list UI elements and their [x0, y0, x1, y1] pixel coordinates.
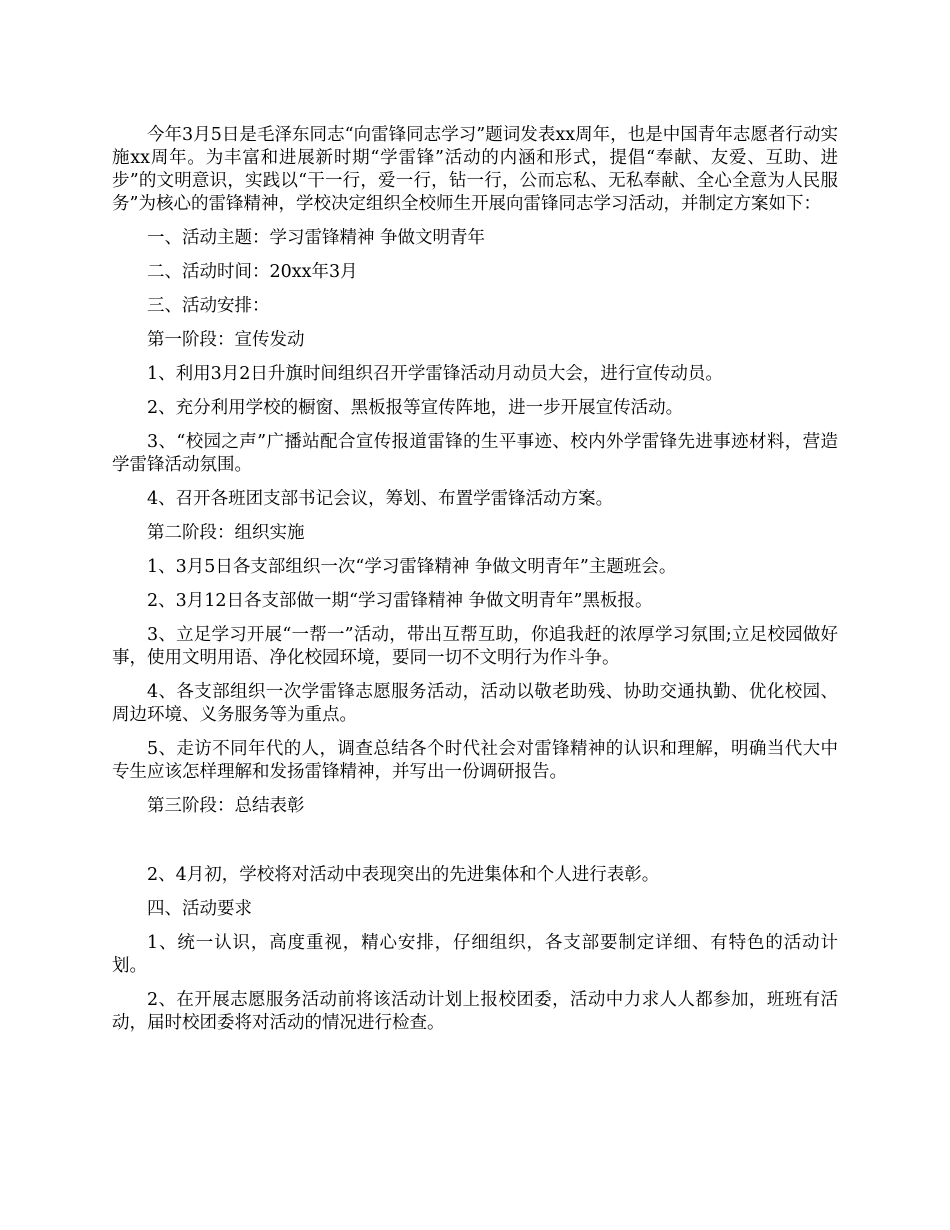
stage-heading-3: 第三阶段：总结表彰	[147, 796, 305, 816]
stage-heading-2: 第二阶段：组织实施	[147, 523, 305, 543]
list-item: 1、3月5日各支部组织一次“学习雷锋精神 争做文明青年”主题班会。	[147, 557, 677, 577]
document-page	[112, 124, 838, 1046]
section-heading-theme: 一、活动主题：学习雷锋精神 争做文明青年	[147, 228, 486, 248]
stage-heading-1: 第一阶段：宣传发动	[147, 330, 305, 350]
list-item: 2、在开展志愿服务活动前将该活动计划上报校团委，活动中力求人人都参加，班班有活动，届时校团委将对活动的情况进行检查。	[112, 990, 838, 1033]
list-item: 4、召开各班团支部书记会议，筹划、布置学雷锋活动方案。	[147, 489, 614, 509]
list-item: 1、利用3月2日升旗时间组织召开学雷锋活动月动员大会，进行宣传动员。	[147, 364, 723, 384]
list-item: 2、充分利用学校的橱窗、黑板报等宣传阵地，进一步开展宣传活动。	[147, 398, 684, 418]
intro-paragraph: 今年3月5日是毛泽东同志“向雷锋同志学习”题词发表xx周年，也是中国青年志愿者行动实施xx周年。为丰富和进展新时期“学雷锋”活动的内涵和形式，提倡“奉献、友爱、互助、进步”的文明意识，实践以“干一行，爱一行，钻一行，公而忘私、无私奉献、全心全意为人民服务”为核心的雷锋精神，学校决定组织全校师生开展向雷锋同志学习活动，并制定方案如下：	[112, 125, 838, 214]
list-item: 5、走访不同年代的人，调查总结各个时代社会对雷锋精神的认识和理解，明确当代大中专生应该怎样理解和发扬雷锋精神，并写出一份调研报告。	[112, 739, 838, 782]
section-heading-time: 二、活动时间：20xx年3月	[147, 262, 358, 282]
section-heading-arrangement: 三、活动安排：	[147, 296, 270, 316]
list-item: 3、“校园之声”广播站配合宣传报道雷锋的生平事迹、校内外学雷锋先进事迹材料，营造学雷锋活动氛围。	[112, 432, 838, 475]
blank-gap	[112, 829, 838, 864]
list-item: 2、3月12日各支部做一期“学习雷锋精神 争做文明青年”黑板报。	[147, 591, 653, 611]
list-item: 1、统一认识，高度重视，精心安排，仔细组织，各支部要制定详细、有特色的活动计划。	[112, 933, 838, 976]
list-item: 2、4月初，学校将对活动中表现突出的先进集体和个人进行表彰。	[147, 865, 660, 885]
section-heading-requirements: 四、活动要求	[147, 899, 252, 919]
list-item: 3、立足学习开展“一帮一”活动，带出互帮互助，你追我赶的浓厚学习氛围;立足校园做好事，使用文明用语、净化校园环境，要同一切不文明行为作斗争。	[112, 625, 838, 668]
list-item: 4、各支部组织一次学雷锋志愿服务活动，活动以敬老助残、协助交通执勤、优化校园、周边环境、义务服务等为重点。	[112, 682, 838, 725]
